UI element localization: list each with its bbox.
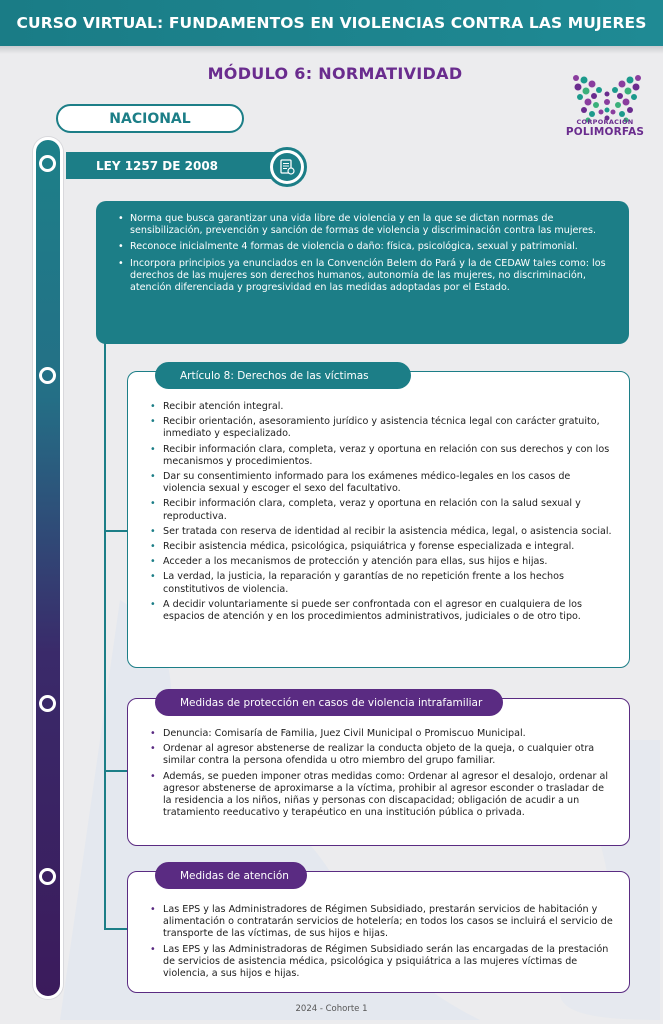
section-label-nacional: NACIONAL xyxy=(56,104,244,133)
timeline-dot xyxy=(39,695,56,712)
logo-subtitle: CORPORACIÓN xyxy=(576,118,634,126)
connector-vertical xyxy=(104,340,106,930)
list-item: • Acceder a los mecanismos de protección y atención para ellas, sus hijos e hijas. xyxy=(148,556,615,568)
atencion-title-pill xyxy=(155,862,307,889)
law-item: • Reconoce inicialmente 4 formas de violencia o daño: física, psicológica, sexual y patrimonial. xyxy=(118,241,615,253)
list-item: • Ser tratada con reserva de identidad al recibir la asistencia médica, legal, o asistencia social. xyxy=(148,526,615,538)
law-title-banner xyxy=(66,152,278,179)
list-item: • Recibir orientación, asesoramiento jurídico y asistencia técnica legal con carácter gratuito, inmediato y especializado. xyxy=(148,416,615,440)
list-item: • A decidir voluntariamente si puede ser confrontada con el agresor en cualquiera de los espacios de atención y en los procedimientos administrativos, judiciales o de otro tipo. xyxy=(148,599,615,623)
law-title: LEY 1257 DE 2008 xyxy=(96,158,219,173)
proteccion-title: Medidas de protección en casos de violencia intrafamiliar xyxy=(180,696,483,709)
articulo8-title-pill xyxy=(155,362,411,389)
list-item: • Además, se pueden imponer otras medidas como: Ordenar al agresor el desalojo, ordenar al agresor abstenerse de aproximarse a la víctima, prohibir al agresor esconder o trasladar de la residencia a los niños, niñas y personas con discapacidad; obligación de acudir a un tratamiento reeducativo y terapéutico en una institución pública o privada. xyxy=(148,771,615,820)
atencion-title: Medidas de atención xyxy=(180,869,289,882)
list-item: • Denuncia: Comisaría de Familia, Juez Civil Municipal o Promiscuo Municipal. xyxy=(148,728,615,740)
articulo8-card xyxy=(127,371,630,668)
proteccion-card xyxy=(127,698,630,846)
list-item: • Recibir asistencia médica, psicológica, psiquiátrica y forense especializada e integral. xyxy=(148,541,615,553)
articulo8-title: Artículo 8: Derechos de las víctimas xyxy=(180,369,369,382)
connector-horizontal xyxy=(104,928,128,930)
course-title: CURSO VIRTUAL: FUNDAMENTOS EN VIOLENCIAS CONTRA LAS MUJERES xyxy=(16,14,647,32)
list-item: • Las EPS y las Administradoras de Régimen Subsidiado serán las encargadas de la prestación de servicios de asistencia médica, psicológica y psiquiátrica a las mujeres víctimas de violencia, a sus hijos e hijas. xyxy=(148,944,615,981)
connector-horizontal xyxy=(104,530,128,532)
list-item: • Dar su consentimiento informado para los exámenes médico-legales en los casos de violencia sexual y escoger el sexo del facultativo. xyxy=(148,471,615,495)
module-title: MÓDULO 6: NORMATIVIDAD xyxy=(207,64,463,83)
law-icon-badge xyxy=(267,147,307,187)
atencion-card xyxy=(127,871,630,993)
list-item: • Las EPS y las Administradores de Régimen Subsidiado, prestarán servicios de habitación y alimentación o contratarán servicios de hotelería; en todos los casos se incluirá el servicio de transporte de las víctimas, de sus hijos e hijas. xyxy=(148,904,615,941)
footer-text: 2024 - Cohorte 1 xyxy=(295,1004,368,1014)
timeline-dot xyxy=(39,868,56,885)
connector-horizontal xyxy=(104,770,128,772)
list-item: • La verdad, la justicia, la reparación y garantías de no repetición frente a los hechos constitutivos de violencia. xyxy=(148,571,615,595)
timeline-dot xyxy=(39,367,56,384)
law-item: • Norma que busca garantizar una vida libre de violencia y en la que se dictan normas de sensibilización, prevención y sanción de formas de violencia y discriminación contra las mujeres. xyxy=(118,213,615,237)
header-shadow xyxy=(0,46,663,54)
list-item: • Ordenar al agresor abstenerse de realizar la conducta objeto de la queja, o cualquier otra similar contra la persona ofendida u otro miembro del grupo familiar. xyxy=(148,743,615,767)
proteccion-title-pill xyxy=(155,689,503,716)
logo-name: POLIMORFAS xyxy=(565,126,645,138)
list-item: • Recibir información clara, completa, veraz y oportuna en relación con sus derechos y con los mecanismos y procedimientos. xyxy=(148,444,615,468)
timeline-dot xyxy=(39,155,56,172)
law-description-box xyxy=(96,201,629,344)
list-item: • Recibir atención integral. xyxy=(148,401,615,413)
document-icon xyxy=(278,158,296,176)
list-item: • Recibir información clara, completa, veraz y oportuna en relación con la salud sexual y reproductiva. xyxy=(148,498,615,522)
law-item: • Incorpora principios ya enunciados en la Convención Belem do Pará y la de CEDAW tales como: los derechos de las mujeres son derechos humanos, autonomía de las mujeres, no discriminación, atención diferenciada y progresividad en las medidas adoptadas por el Estado. xyxy=(118,258,615,295)
course-header xyxy=(0,0,663,46)
